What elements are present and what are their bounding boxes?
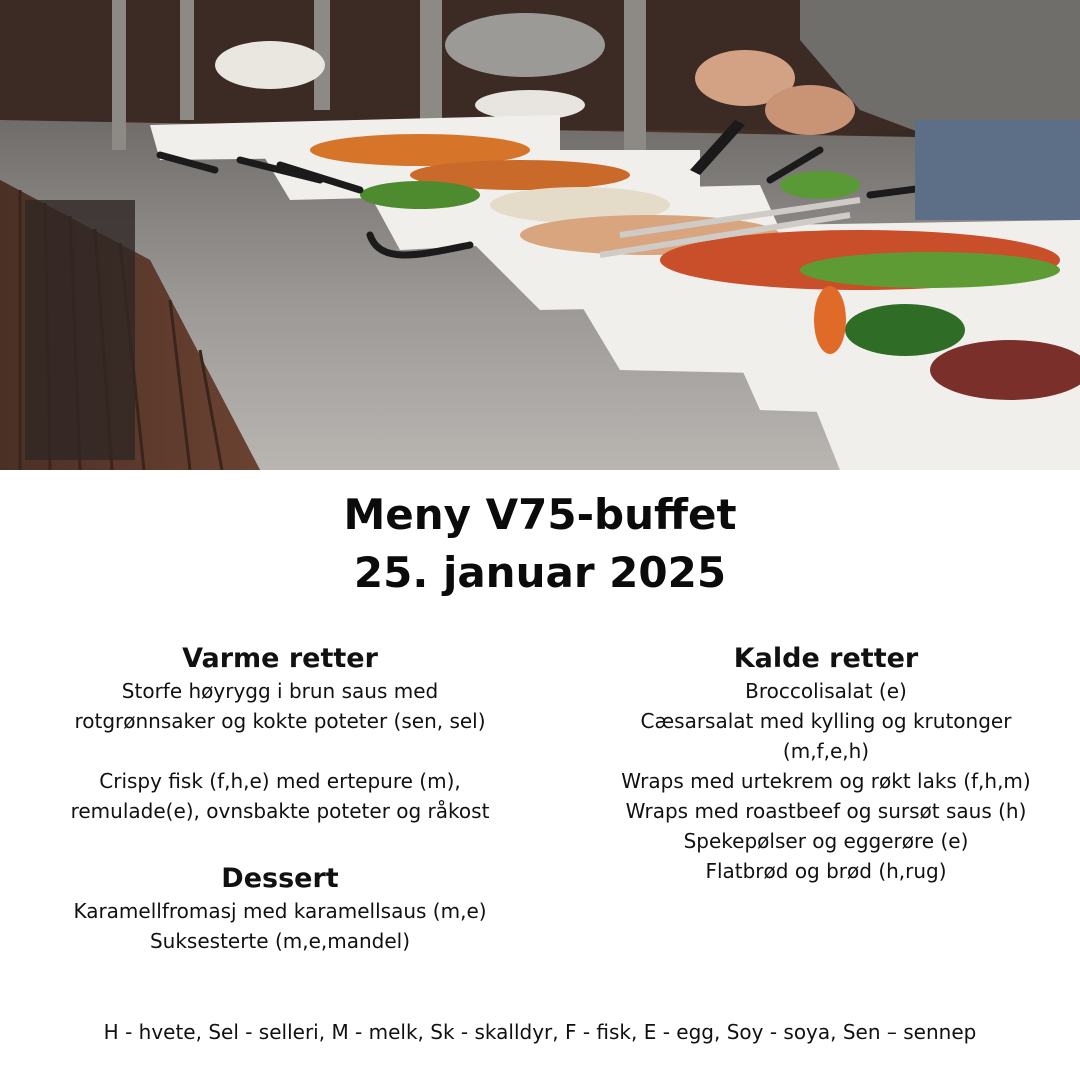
cold-dish-line: Broccolisalat (e) [745,679,907,703]
allergen-legend: H - hvete, Sel - selleri, M - melk, Sk - skalldyr, F - fisk, E - egg, Soy - soya, Sen – sennep [103,1020,977,1044]
warm-dishes-heading: Varme retter [182,643,378,674]
warm-dish-line: remulade(e), ovnsbakte poteter og råkost [70,799,490,823]
warm-dish-line: Crispy fisk (f,h,e) med ertepure (m), [99,769,461,793]
cold-dish-line: Wraps med urtekrem og røkt laks (f,h,m) [621,769,1031,793]
cold-dish-line: Spekepølser og eggerøre (e) [683,829,969,853]
dessert-line: Karamellfromasj med karamellsaus (m,e) [73,899,487,923]
cold-dish-line: Cæsarsalat med kylling og krutonger [640,709,1012,733]
dessert-line: Suksesterte (m,e,mandel) [149,929,411,953]
warm-dish-line: rotgrønnsaker og kokte poteter (sen, sel) [74,709,486,733]
menu-date: 25. januar 2025 [353,548,727,597]
dessert-heading: Dessert [221,863,339,894]
cold-dishes-heading: Kalde retter [733,643,919,674]
warm-dishes-section [20,642,540,826]
warm-dish-line: Storfe høyrygg i brun saus med [121,679,439,703]
cold-dish-line: (m,f,e,h) [782,739,870,763]
buffet-photo [0,0,1080,470]
menu-title [0,486,1080,602]
cold-dishes-section [572,642,1080,886]
dessert-section [20,862,540,956]
cold-dish-line: Flatbrød og brød (h,rug) [705,859,947,883]
menu-title-line1: Meny V75-buffet [343,490,737,539]
cold-dish-line: Wraps med roastbeef og sursøt saus (h) [625,799,1027,823]
